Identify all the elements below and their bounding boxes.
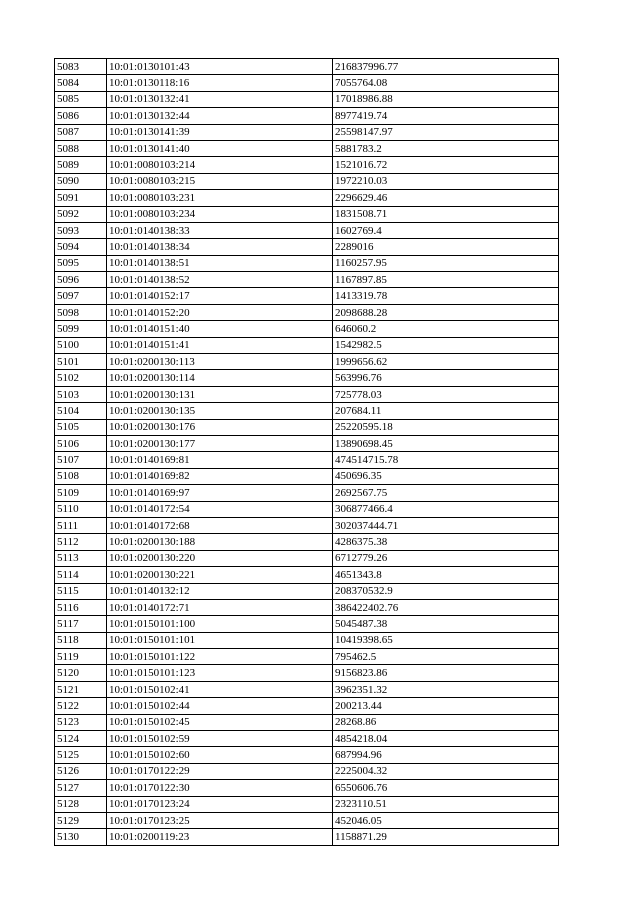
value-cell: 1999656.62 <box>333 354 559 370</box>
value-cell: 1542982.5 <box>333 337 559 353</box>
table-row <box>55 747 559 763</box>
row-number-cell: 5101 <box>55 354 107 370</box>
row-number-cell: 5103 <box>55 386 107 402</box>
cadastral-number-cell: 10:01:0200130:221 <box>107 567 333 583</box>
cadastral-number-cell: 10:01:0130132:41 <box>107 91 333 107</box>
row-number-cell: 5097 <box>55 288 107 304</box>
cadastral-number-cell: 10:01:0200130:131 <box>107 386 333 402</box>
table-row <box>55 714 559 730</box>
value-cell: 9156823.86 <box>333 665 559 681</box>
row-number-cell: 5111 <box>55 517 107 533</box>
row-number-cell: 5113 <box>55 550 107 566</box>
value-cell: 4854218.04 <box>333 731 559 747</box>
table-row <box>55 321 559 337</box>
row-number-cell: 5116 <box>55 599 107 615</box>
cadastral-number-cell: 10:01:0140132:12 <box>107 583 333 599</box>
row-number-cell: 5114 <box>55 567 107 583</box>
cadastral-number-cell: 10:01:0140151:40 <box>107 321 333 337</box>
table-row <box>55 386 559 402</box>
cadastral-number-cell: 10:01:0200130:135 <box>107 403 333 419</box>
value-cell: 452046.05 <box>333 812 559 828</box>
cadastral-number-cell: 10:01:0200119:23 <box>107 829 333 845</box>
value-cell: 2692567.75 <box>333 485 559 501</box>
value-cell: 2225004.32 <box>333 763 559 779</box>
cadastral-number-cell: 10:01:0200130:176 <box>107 419 333 435</box>
table-row <box>55 829 559 845</box>
table-row <box>55 681 559 697</box>
value-cell: 1521016.72 <box>333 157 559 173</box>
table-row <box>55 812 559 828</box>
cadastral-number-cell: 10:01:0150101:101 <box>107 632 333 648</box>
table-row <box>55 108 559 124</box>
row-number-cell: 5095 <box>55 255 107 271</box>
cadastral-number-cell: 10:01:0130118:16 <box>107 75 333 91</box>
row-number-cell: 5100 <box>55 337 107 353</box>
table-row <box>55 403 559 419</box>
table-row <box>55 550 559 566</box>
cadastral-number-cell: 10:01:0200130:220 <box>107 550 333 566</box>
cadastral-number-cell: 10:01:0200130:188 <box>107 534 333 550</box>
value-cell: 3962351.32 <box>333 681 559 697</box>
row-number-cell: 5123 <box>55 714 107 730</box>
table-body <box>55 59 559 846</box>
value-cell: 386422402.76 <box>333 599 559 615</box>
value-cell: 216837996.77 <box>333 59 559 75</box>
cadastral-number-cell: 10:01:0080103:231 <box>107 190 333 206</box>
value-cell: 200213.44 <box>333 698 559 714</box>
table-row <box>55 731 559 747</box>
row-number-cell: 5129 <box>55 812 107 828</box>
value-cell: 474514715.78 <box>333 452 559 468</box>
cadastral-number-cell: 10:01:0150101:122 <box>107 649 333 665</box>
row-number-cell: 5092 <box>55 206 107 222</box>
row-number-cell: 5117 <box>55 616 107 632</box>
cadastral-number-cell: 10:01:0140151:41 <box>107 337 333 353</box>
table-row <box>55 157 559 173</box>
row-number-cell: 5099 <box>55 321 107 337</box>
row-number-cell: 5104 <box>55 403 107 419</box>
table-row <box>55 599 559 615</box>
row-number-cell: 5109 <box>55 485 107 501</box>
table-row <box>55 567 559 583</box>
row-number-cell: 5084 <box>55 75 107 91</box>
value-cell: 2296629.46 <box>333 190 559 206</box>
row-number-cell: 5085 <box>55 91 107 107</box>
value-cell: 1158871.29 <box>333 829 559 845</box>
cadastral-number-cell: 10:01:0140172:71 <box>107 599 333 615</box>
row-number-cell: 5096 <box>55 272 107 288</box>
table-row <box>55 665 559 681</box>
value-cell: 1972210.03 <box>333 173 559 189</box>
cadastral-number-cell: 10:01:0140138:51 <box>107 255 333 271</box>
cadastral-number-cell: 10:01:0140138:33 <box>107 222 333 238</box>
table-row <box>55 649 559 665</box>
value-cell: 1602769.4 <box>333 222 559 238</box>
cadastral-number-cell: 10:01:0130101:43 <box>107 59 333 75</box>
table-row <box>55 190 559 206</box>
cadastral-number-cell: 10:01:0140138:52 <box>107 272 333 288</box>
cadastral-number-cell: 10:01:0200130:114 <box>107 370 333 386</box>
table-row <box>55 452 559 468</box>
value-cell: 2098688.28 <box>333 304 559 320</box>
table-row <box>55 59 559 75</box>
row-number-cell: 5120 <box>55 665 107 681</box>
value-cell: 450696.35 <box>333 468 559 484</box>
row-number-cell: 5128 <box>55 796 107 812</box>
row-number-cell: 5108 <box>55 468 107 484</box>
table-row <box>55 75 559 91</box>
row-number-cell: 5110 <box>55 501 107 517</box>
value-cell: 4286375.38 <box>333 534 559 550</box>
value-cell: 306877466.4 <box>333 501 559 517</box>
cadastral-number-cell: 10:01:0140138:34 <box>107 239 333 255</box>
value-cell: 28268.86 <box>333 714 559 730</box>
row-number-cell: 5115 <box>55 583 107 599</box>
table-row <box>55 435 559 451</box>
cadastral-number-cell: 10:01:0150102:45 <box>107 714 333 730</box>
value-cell: 17018986.88 <box>333 91 559 107</box>
row-number-cell: 5122 <box>55 698 107 714</box>
row-number-cell: 5098 <box>55 304 107 320</box>
cadastral-number-cell: 10:01:0150102:60 <box>107 747 333 763</box>
row-number-cell: 5124 <box>55 731 107 747</box>
cadastral-number-cell: 10:01:0170122:29 <box>107 763 333 779</box>
table-row <box>55 140 559 156</box>
row-number-cell: 5089 <box>55 157 107 173</box>
table-row <box>55 124 559 140</box>
cadastral-number-cell: 10:01:0200130:177 <box>107 435 333 451</box>
cadastral-number-cell: 10:01:0130132:44 <box>107 108 333 124</box>
cadastral-number-cell: 10:01:0140152:17 <box>107 288 333 304</box>
row-number-cell: 5102 <box>55 370 107 386</box>
value-cell: 563996.76 <box>333 370 559 386</box>
value-cell: 795462.5 <box>333 649 559 665</box>
row-number-cell: 5127 <box>55 780 107 796</box>
value-cell: 687994.96 <box>333 747 559 763</box>
cadastral-number-cell: 10:01:0170123:24 <box>107 796 333 812</box>
table-row <box>55 763 559 779</box>
row-number-cell: 5119 <box>55 649 107 665</box>
table-row <box>55 272 559 288</box>
cadastral-number-cell: 10:01:0080103:234 <box>107 206 333 222</box>
cadastral-number-cell: 10:01:0140172:54 <box>107 501 333 517</box>
value-cell: 8977419.74 <box>333 108 559 124</box>
row-number-cell: 5094 <box>55 239 107 255</box>
cadastral-number-cell: 10:01:0150101:123 <box>107 665 333 681</box>
value-cell: 25598147.97 <box>333 124 559 140</box>
value-cell: 25220595.18 <box>333 419 559 435</box>
value-cell: 725778.03 <box>333 386 559 402</box>
cadastral-number-cell: 10:01:0140169:81 <box>107 452 333 468</box>
row-number-cell: 5090 <box>55 173 107 189</box>
value-cell: 6550606.76 <box>333 780 559 796</box>
value-cell: 1831508.71 <box>333 206 559 222</box>
row-number-cell: 5106 <box>55 435 107 451</box>
table-row <box>55 354 559 370</box>
row-number-cell: 5130 <box>55 829 107 845</box>
cadastral-number-cell: 10:01:0140152:20 <box>107 304 333 320</box>
table-row <box>55 616 559 632</box>
cadastral-number-cell: 10:01:0150102:59 <box>107 731 333 747</box>
row-number-cell: 5093 <box>55 222 107 238</box>
cadastral-number-cell: 10:01:0150102:44 <box>107 698 333 714</box>
value-cell: 1167897.85 <box>333 272 559 288</box>
value-cell: 4651343.8 <box>333 567 559 583</box>
cadastral-number-cell: 10:01:0130141:39 <box>107 124 333 140</box>
value-cell: 5881783.2 <box>333 140 559 156</box>
table-row <box>55 780 559 796</box>
table-row <box>55 173 559 189</box>
value-cell: 2289016 <box>333 239 559 255</box>
table-row <box>55 419 559 435</box>
cadastral-number-cell: 10:01:0150102:41 <box>107 681 333 697</box>
table-row <box>55 796 559 812</box>
value-cell: 302037444.71 <box>333 517 559 533</box>
table-row <box>55 632 559 648</box>
table-row <box>55 91 559 107</box>
table-row <box>55 534 559 550</box>
table-row <box>55 239 559 255</box>
cadastral-number-cell: 10:01:0080103:215 <box>107 173 333 189</box>
value-cell: 208370532.9 <box>333 583 559 599</box>
table-row <box>55 337 559 353</box>
cadastral-number-cell: 10:01:0140169:82 <box>107 468 333 484</box>
table-row <box>55 255 559 271</box>
table-row <box>55 501 559 517</box>
value-cell: 2323110.51 <box>333 796 559 812</box>
row-number-cell: 5087 <box>55 124 107 140</box>
table-row <box>55 698 559 714</box>
row-number-cell: 5126 <box>55 763 107 779</box>
value-cell: 1160257.95 <box>333 255 559 271</box>
table-row <box>55 288 559 304</box>
row-number-cell: 5083 <box>55 59 107 75</box>
row-number-cell: 5105 <box>55 419 107 435</box>
cadastral-number-cell: 10:01:0130141:40 <box>107 140 333 156</box>
row-number-cell: 5091 <box>55 190 107 206</box>
cadastral-number-cell: 10:01:0140172:68 <box>107 517 333 533</box>
row-number-cell: 5086 <box>55 108 107 124</box>
cadastral-number-cell: 10:01:0140169:97 <box>107 485 333 501</box>
row-number-cell: 5112 <box>55 534 107 550</box>
cadastral-number-cell: 10:01:0150101:100 <box>107 616 333 632</box>
row-number-cell: 5125 <box>55 747 107 763</box>
row-number-cell: 5107 <box>55 452 107 468</box>
cadastral-number-cell: 10:01:0200130:113 <box>107 354 333 370</box>
value-cell: 646060.2 <box>333 321 559 337</box>
table-row <box>55 468 559 484</box>
value-cell: 13890698.45 <box>333 435 559 451</box>
table-row <box>55 304 559 320</box>
table-row <box>55 370 559 386</box>
table-row <box>55 517 559 533</box>
cadastral-number-cell: 10:01:0170122:30 <box>107 780 333 796</box>
row-number-cell: 5118 <box>55 632 107 648</box>
cadastral-number-cell: 10:01:0170123:25 <box>107 812 333 828</box>
table-row <box>55 222 559 238</box>
value-cell: 6712779.26 <box>333 550 559 566</box>
cadastral-number-cell: 10:01:0080103:214 <box>107 157 333 173</box>
table-row <box>55 206 559 222</box>
value-cell: 1413319.78 <box>333 288 559 304</box>
table-row <box>55 485 559 501</box>
row-number-cell: 5121 <box>55 681 107 697</box>
value-cell: 5045487.38 <box>333 616 559 632</box>
value-cell: 207684.11 <box>333 403 559 419</box>
cadastral-value-table <box>54 58 559 846</box>
value-cell: 7055764.08 <box>333 75 559 91</box>
value-cell: 10419398.65 <box>333 632 559 648</box>
table-row <box>55 583 559 599</box>
row-number-cell: 5088 <box>55 140 107 156</box>
